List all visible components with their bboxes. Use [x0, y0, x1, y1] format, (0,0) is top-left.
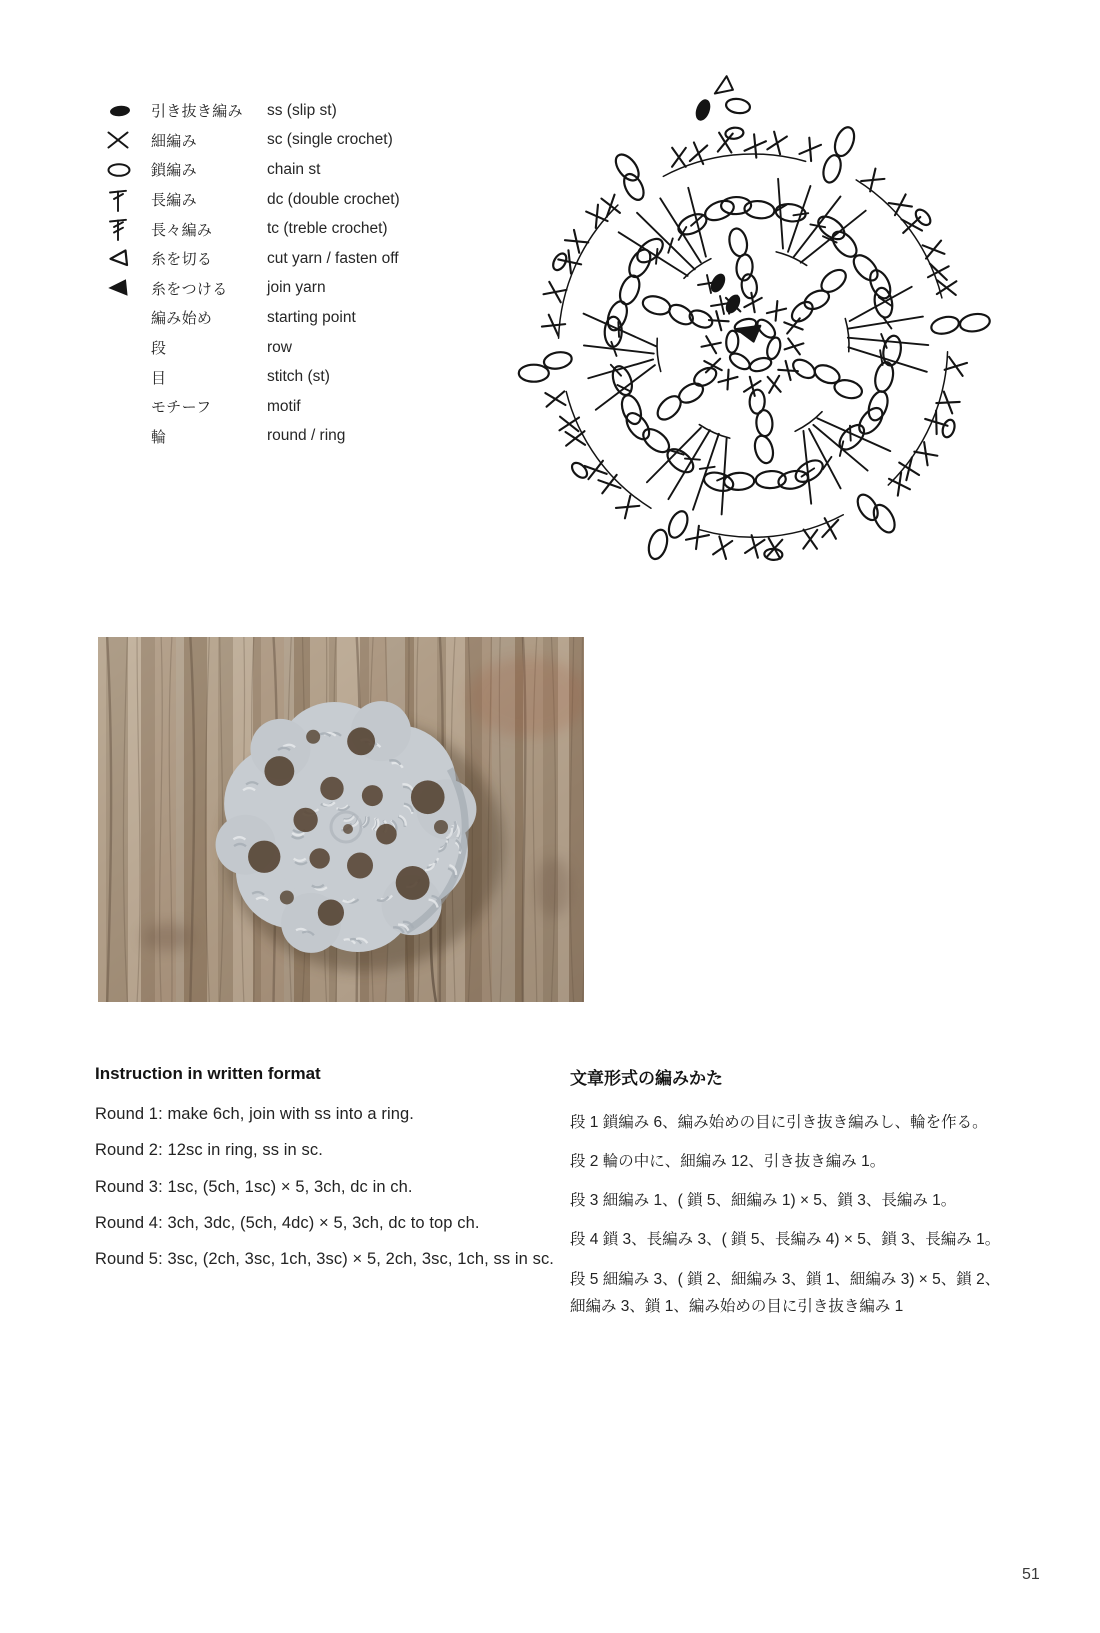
instruction-round-jp: 段 2 輪の中に、細編み 12、引き抜き編み 1。 — [570, 1153, 886, 1171]
instruction-round-jp: 段 3 細編み 1、( 鎖 5、細編み 1) × 5、鎖 3、長編み 1。 — [570, 1192, 957, 1210]
legend-row — [105, 244, 475, 274]
instructions-english-title: Instruction in written format — [95, 1064, 321, 1083]
legend-label-jp: 輪 — [151, 428, 167, 446]
legend-label-en: motif — [267, 397, 301, 415]
motif-photo — [98, 637, 584, 1002]
instruction-round-en: Round 4: 3ch, 3dc, (5ch, 4dc) × 5, 3ch, dc to top ch. — [95, 1213, 480, 1232]
legend-label-jp: 糸を切る — [151, 251, 213, 269]
single-crochet-icon — [105, 127, 151, 153]
legend-label-en: ss (slip st) — [267, 101, 337, 119]
treble-crochet-icon — [105, 215, 151, 243]
legend-row — [105, 422, 475, 452]
crochet-chart-diagram — [466, 66, 1011, 696]
stitch-legend — [105, 96, 475, 451]
legend-label-jp: 鎖編み — [151, 162, 197, 180]
legend-label-en: join yarn — [267, 279, 326, 297]
instruction-round-en: Round 3: 1sc, (5ch, 1sc) × 5, 3ch, dc in ch. — [95, 1177, 413, 1196]
instruction-round-jp: 段 1 鎖編み 6、編み始めの目に引き抜き編みし、輪を作る。 — [570, 1114, 988, 1131]
page-number: 51 — [1022, 1566, 1040, 1583]
instructions-english — [95, 1064, 567, 1285]
legend-row — [105, 303, 475, 333]
legend-label-en: dc (double crochet) — [267, 190, 400, 208]
legend-label-en: sc (single crochet) — [267, 131, 393, 149]
legend-label-en: row — [267, 338, 292, 356]
instruction-round-jp: 段 4 鎖 3、長編み 3、( 鎖 5、長編み 4) × 5、鎖 3、長編み 1。 — [570, 1231, 1001, 1249]
legend-label-en: cut yarn / fasten off — [267, 249, 399, 267]
instruction-round-en: Round 1: make 6ch, join with ss into a ring. — [95, 1105, 414, 1123]
instruction-round-en: Round 2: 12sc in ring, ss in sc. — [95, 1141, 323, 1160]
legend-label-jp: 細編み — [151, 132, 197, 150]
instructions-japanese — [570, 1064, 1014, 1332]
legend-label-en: tc (treble crochet) — [267, 220, 388, 238]
join-yarn-icon — [105, 275, 151, 301]
legend-label-en: chain st — [267, 160, 321, 178]
legend-row — [105, 333, 475, 363]
cut-yarn-icon — [105, 246, 151, 272]
legend-row — [105, 185, 475, 215]
legend-row — [105, 214, 475, 244]
double-crochet-icon — [105, 186, 151, 214]
legend-label-jp: 長々編み — [151, 221, 213, 239]
legend-label-jp: 段 — [151, 340, 167, 358]
legend-row — [105, 155, 475, 185]
legend-label-jp: 編み始め — [151, 310, 213, 328]
legend-label-jp: 糸をつける — [151, 280, 228, 298]
legend-row — [105, 362, 475, 392]
legend-label-en: stitch (st) — [267, 368, 330, 386]
instruction-round-jp: 段 5 細編み 3、( 鎖 2、細編み 3、鎖 1、細編み 3) × 5、鎖 2、細編み 3、鎖 1、編み始めの目に引き抜き編み 1 — [570, 1270, 1001, 1315]
legend-row — [105, 126, 475, 156]
instruction-round-en: Round 5: 3sc, (2ch, 3sc, 1ch, 3sc) × 5, 2ch, 3sc, 1ch, ss in sc. — [95, 1250, 554, 1269]
legend-row — [105, 392, 475, 422]
instructions-japanese-rounds — [570, 1109, 1014, 1320]
instructions-english-rounds — [95, 1104, 567, 1271]
legend-label-en: round / ring — [267, 427, 346, 445]
legend-label-jp: 長編み — [151, 192, 197, 210]
legend-label-en: starting point — [267, 308, 356, 326]
legend-row — [105, 96, 475, 126]
legend-label-jp: 目 — [151, 369, 167, 387]
chain-stitch-icon — [105, 157, 151, 183]
legend-label-jp: 引き抜き編み — [151, 103, 243, 121]
legend-row — [105, 274, 475, 304]
instructions-japanese-title: 文章形式の編みかた — [570, 1069, 723, 1088]
slip-stitch-icon — [105, 98, 151, 124]
legend-label-jp: モチーフ — [151, 399, 212, 417]
